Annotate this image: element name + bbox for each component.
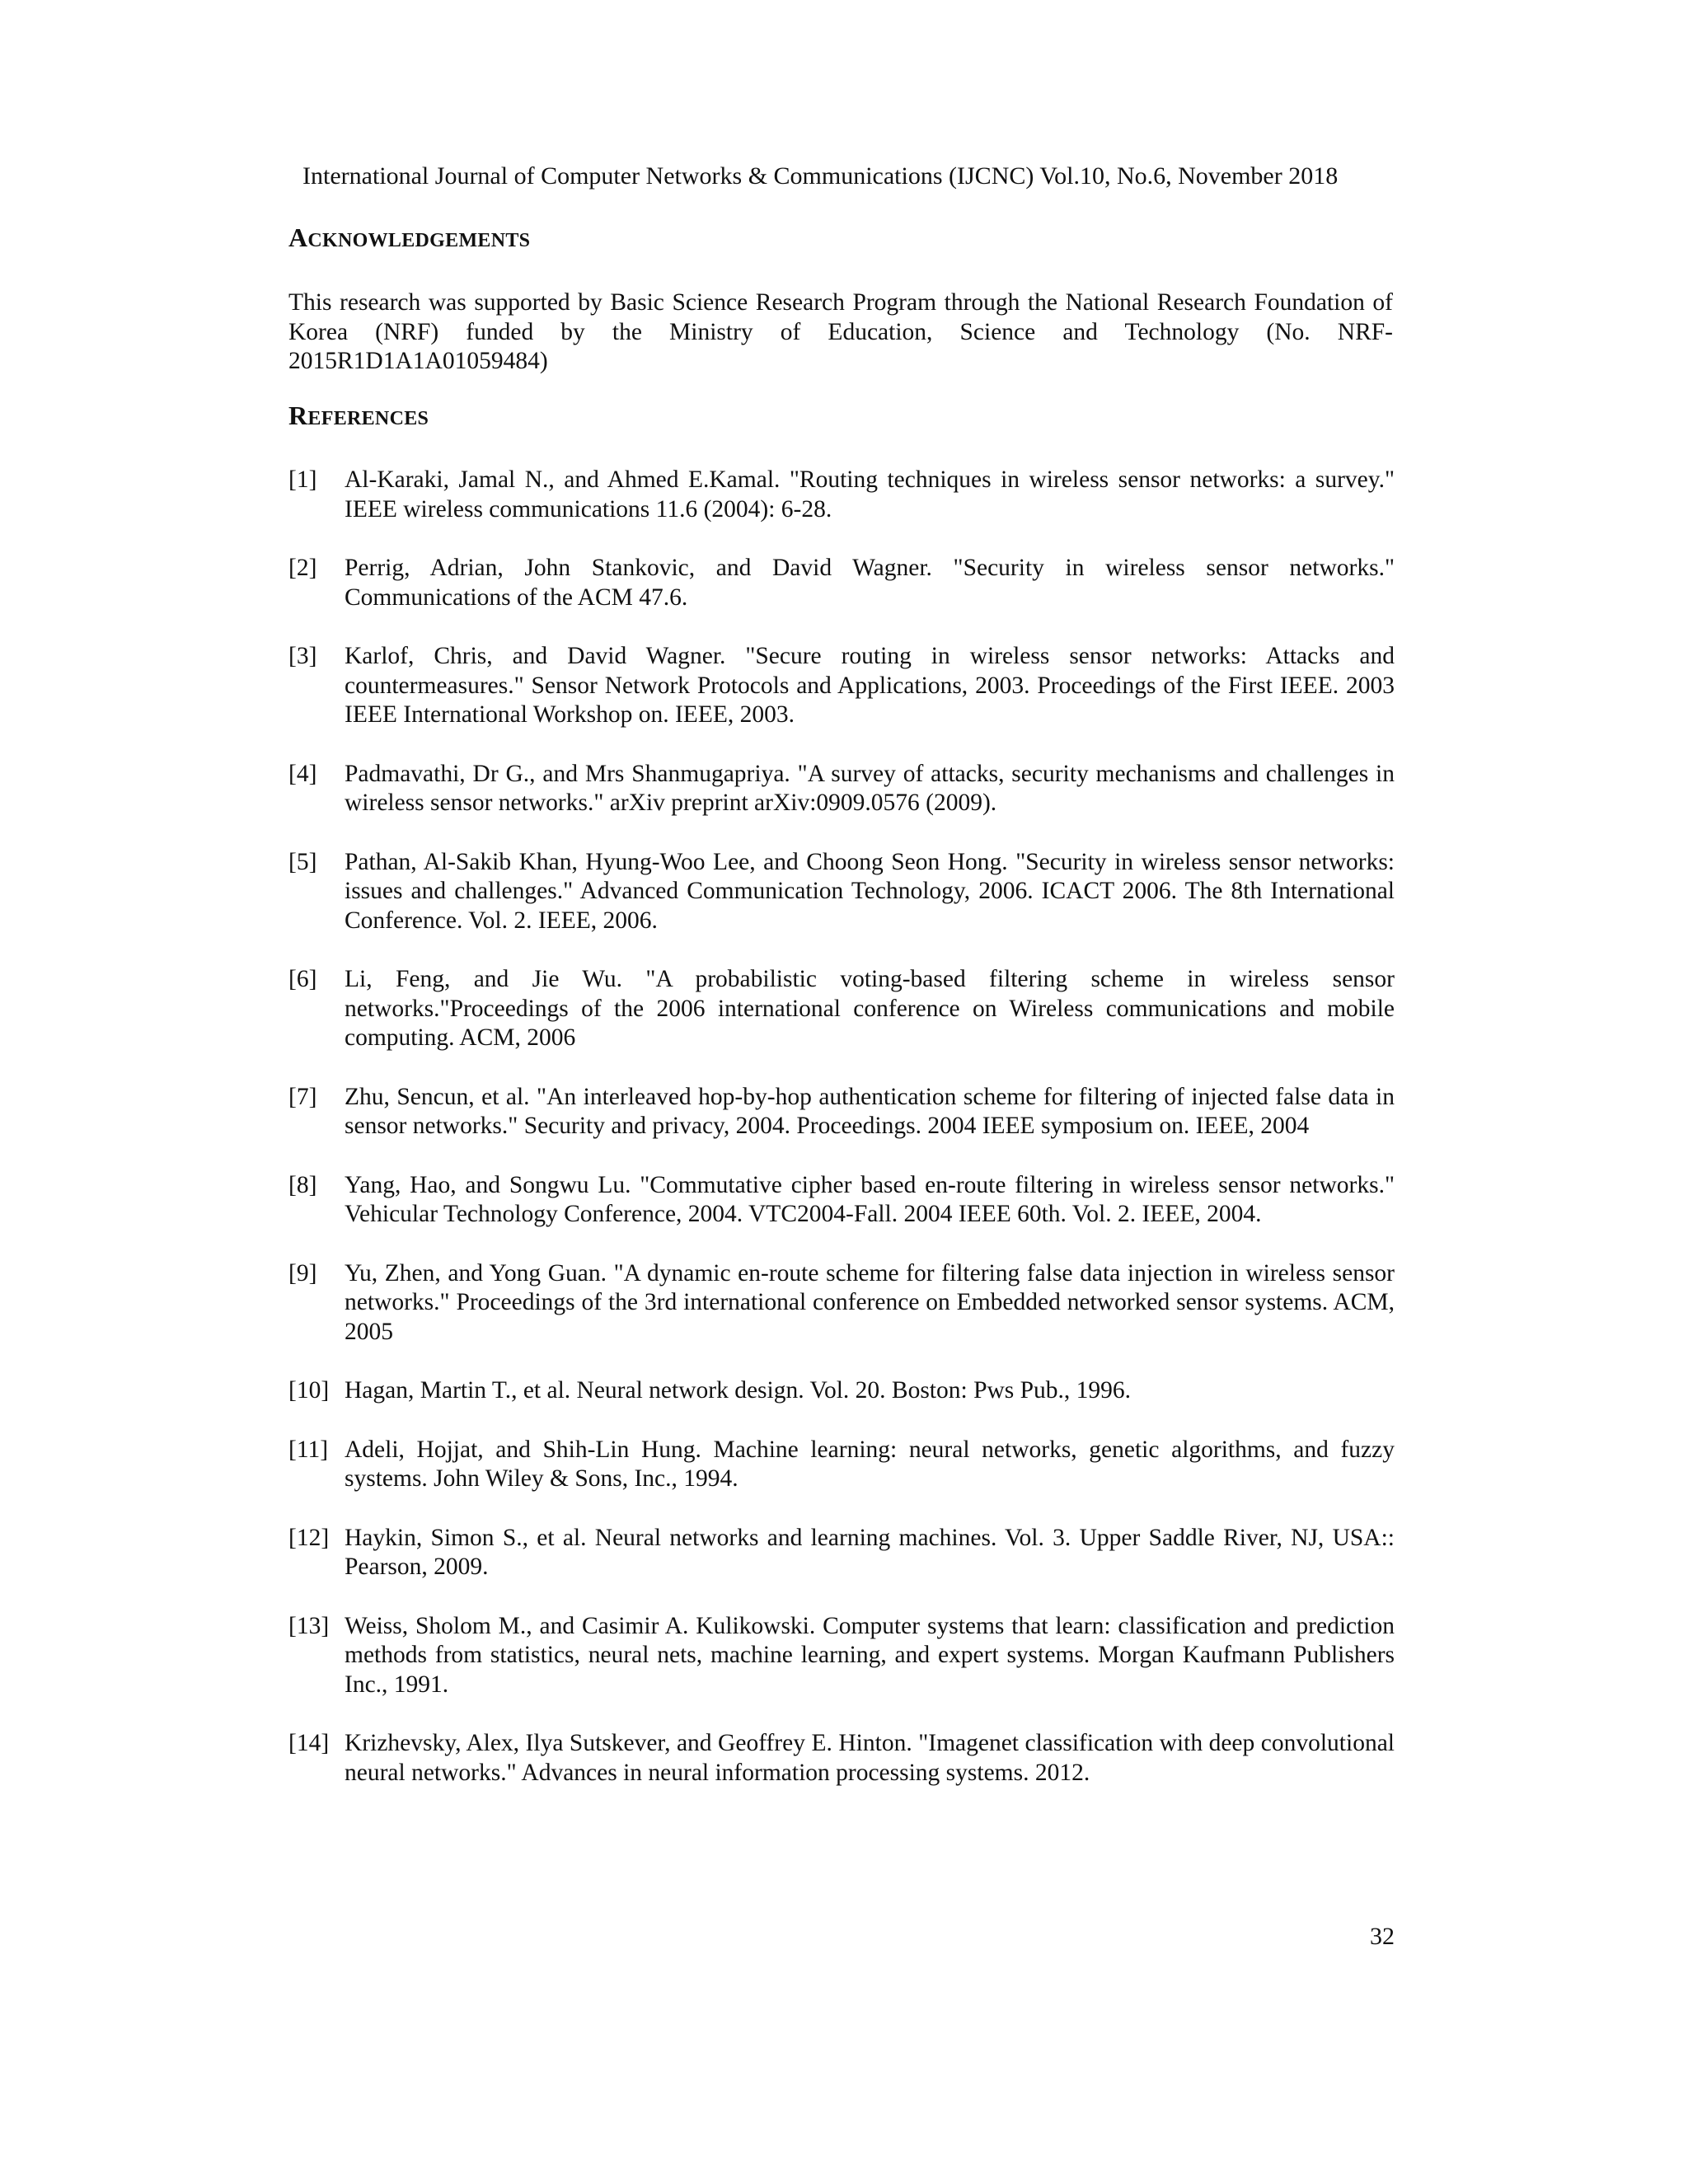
reference-item — [288, 1524, 1395, 1582]
reference-number: [9] — [288, 1259, 317, 1286]
acknowledgements-text: This research was supported by Basic Science Research Program through the National Research Foundation of Korea (NRF) funded by the Ministry of Education, Science and Technology (No. NRF-2015R1D1A1A01059484) — [288, 289, 1393, 374]
references-heading-rest: EFERENCES — [307, 408, 429, 429]
reference-text: Perrig, Adrian, John Stankovic, and David Wagner. "Security in wireless sensor networks." Communications of the ACM 47.6. — [345, 555, 1395, 611]
reference-text: Hagan, Martin T., et al. Neural network design. Vol. 20. Boston: Pws Pub., 1996. — [345, 1377, 1132, 1404]
acknowledgements-heading-initial: A — [288, 223, 308, 252]
reference-text: Yu, Zhen, and Yong Guan. "A dynamic en-route scheme for filtering false data injection in wireless sensor networks." Proceedings of the 3rd international conference on Embedded networked sensor systems. ACM, 2005 — [345, 1259, 1395, 1345]
reference-item — [288, 1259, 1395, 1347]
reference-number: [3] — [288, 643, 317, 669]
reference-number: [10] — [288, 1377, 330, 1404]
running-header: International Journal of Computer Networks & Communications (IJCNC) Vol.10, No.6, November 2018 — [302, 162, 1339, 190]
reference-number: [11] — [288, 1436, 329, 1463]
references-heading-initial: R — [288, 401, 308, 430]
reference-text: Krizhevsky, Alex, Ilya Sutskever, and Geoffrey E. Hinton. "Imagenet classification with deep convolutional neural networks." Advances in neural information processing systems. 2012. — [345, 1730, 1395, 1786]
reference-item — [288, 1171, 1395, 1230]
reference-item — [288, 642, 1395, 730]
reference-item — [288, 1729, 1395, 1788]
reference-item — [288, 1376, 1395, 1406]
acknowledgements-heading-rest: CKNOWLEDGEMENTS — [307, 230, 531, 251]
reference-number: [4] — [288, 760, 317, 787]
reference-number: [12] — [288, 1524, 330, 1551]
reference-number: [6] — [288, 966, 317, 992]
reference-item — [288, 554, 1395, 612]
reference-number: [7] — [288, 1083, 317, 1110]
page-number: 32 — [1370, 1923, 1395, 1950]
reference-text: Al-Karaki, Jamal N., and Ahmed E.Kamal. "Routing techniques in wireless sensor networks: a survey." IEEE wireless communications 11.6 (2004): 6-28. — [345, 466, 1395, 523]
reference-item — [288, 1083, 1395, 1141]
reference-number: [5] — [288, 848, 317, 875]
reference-item — [288, 1612, 1395, 1700]
reference-text: Karlof, Chris, and David Wagner. "Secure routing in wireless sensor networks: Attacks and countermeasures." Sensor Network Protocols and Applications, 2003. Proceedings of the First IEEE. 2003 IEEE International Workshop on. IEEE, 2003. — [345, 643, 1395, 728]
reference-item — [288, 760, 1395, 818]
acknowledgements-heading — [288, 223, 530, 255]
reference-item — [288, 466, 1395, 524]
reference-item — [288, 848, 1395, 936]
reference-text: Haykin, Simon S., et al. Neural networks and learning machines. Vol. 3. Upper Saddle River, NJ, USA:: Pearson, 2009. — [345, 1524, 1395, 1580]
reference-list — [288, 466, 1395, 1817]
reference-number: [14] — [288, 1730, 330, 1756]
reference-text: Li, Feng, and Jie Wu. "A probabilistic voting-based filtering scheme in wireless sensor networks."Proceedings of the 2006 international conference on Wireless communications and mobile computing. ACM, 2006 — [345, 966, 1395, 1051]
reference-item — [288, 965, 1395, 1053]
reference-text: Zhu, Sencun, et al. "An interleaved hop-by-hop authentication scheme for filtering of injected false data in sensor networks." Security and privacy, 2004. Proceedings. 2004 IEEE symposium on. IEEE, 2004 — [345, 1083, 1395, 1139]
reference-text: Yang, Hao, and Songwu Lu. "Commutative cipher based en-route filtering in wireless sensor networks." Vehicular Technology Conference, 2004. VTC2004-Fall. 2004 IEEE 60th. Vol. 2. IEEE, 2004. — [345, 1171, 1395, 1227]
reference-number: [2] — [288, 555, 317, 581]
reference-number: [1] — [288, 466, 317, 493]
reference-item — [288, 1436, 1395, 1494]
reference-text: Padmavathi, Dr G., and Mrs Shanmugapriya. "A survey of attacks, security mechanisms and challenges in wireless sensor networks." arXiv preprint arXiv:0909.0576 (2009). — [345, 760, 1395, 816]
reference-text: Adeli, Hojjat, and Shih-Lin Hung. Machine learning: neural networks, genetic algorithms, and fuzzy systems. John Wiley & Sons, Inc., 1994. — [345, 1436, 1395, 1492]
reference-number: [8] — [288, 1171, 317, 1198]
reference-text: Weiss, Sholom M., and Casimir A. Kulikowski. Computer systems that learn: classification and prediction methods from statistics, neural nets, machine learning, and expert systems. Morgan Kaufmann Publishers Inc., 1991. — [345, 1612, 1395, 1698]
references-heading — [288, 401, 429, 434]
reference-text: Pathan, Al-Sakib Khan, Hyung-Woo Lee, and Choong Seon Hong. "Security in wireless sensor networks: issues and challenges." Advanced Communication Technology, 2006. ICACT 2006. The 8th International Conference. Vol. 2. IEEE, 2006. — [345, 848, 1395, 934]
reference-number: [13] — [288, 1612, 330, 1639]
